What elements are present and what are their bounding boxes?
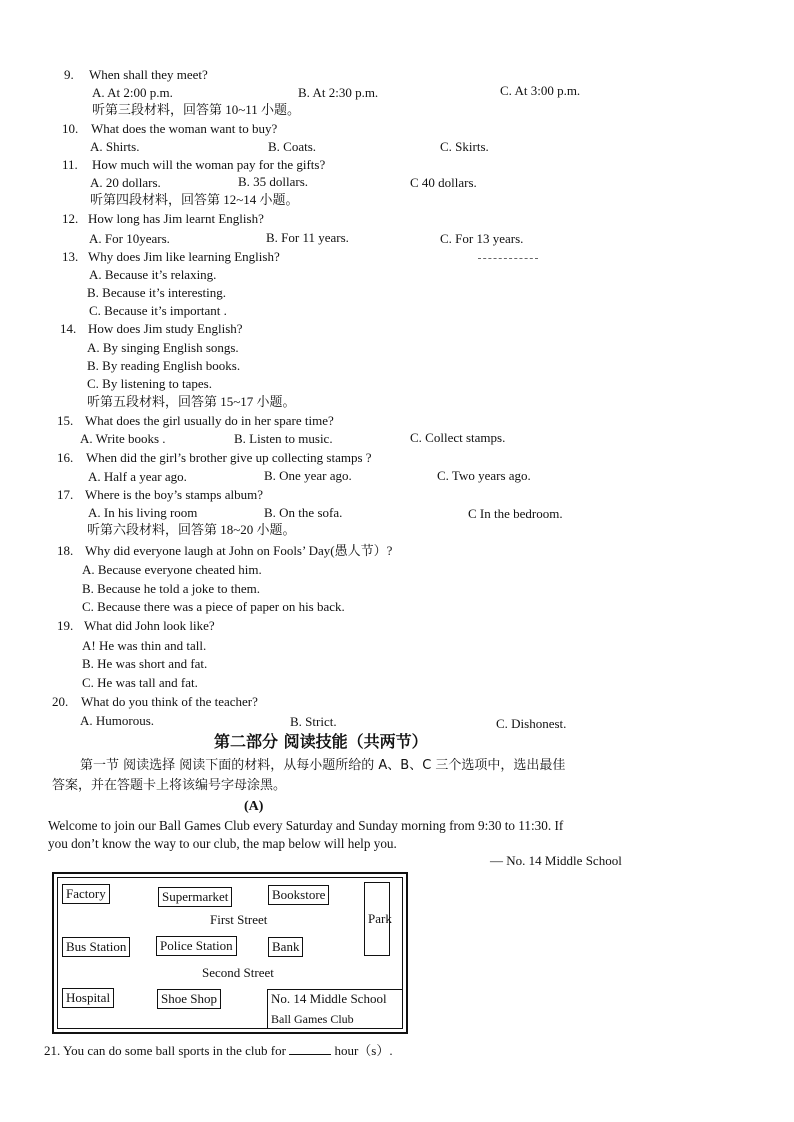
question-14-option-b: B. By reading English books.	[87, 358, 241, 373]
question-20-option-c: C. Dishonest.	[496, 716, 567, 731]
question-9-text: When shall they meet?	[89, 67, 208, 82]
question-16-number: 16.	[57, 450, 74, 465]
question-15-option-c: C. Collect stamps.	[410, 430, 506, 445]
question-20-text: What do you think of the teacher?	[81, 694, 258, 709]
map	[52, 872, 408, 1034]
question-10-number: 10.	[62, 121, 79, 136]
question-21	[44, 1042, 393, 1060]
map-bookstore: Bookstore	[268, 885, 329, 905]
question-16-option-b: B. One year ago.	[264, 468, 352, 483]
question-17-option-c: C In the bedroom.	[468, 506, 563, 521]
question-17-text: Where is the boy’s stamps album?	[85, 487, 263, 502]
question-14-option-a: A. By singing English songs.	[87, 340, 239, 355]
passage-signature: — No. 14 Middle School	[490, 853, 622, 868]
question-9-option-b: B. At 2:30 p.m.	[298, 85, 379, 100]
section-instruction-line-2: 答案，并在答题卡上将该编号字母涂黑。	[52, 778, 287, 793]
map-bank: Bank	[268, 937, 303, 957]
part-title: 第二部分 阅读技能（共两节）	[214, 732, 428, 751]
map-hospital: Hospital	[62, 988, 114, 1008]
map-second-street: Second Street	[202, 965, 274, 980]
question-21-suffix: hour（s）.	[334, 1043, 393, 1058]
question-11-text: How much will the woman pay for the gifts?	[92, 157, 326, 172]
instruction-section-3: 听第三段材料，回答第 10~11 小题。	[92, 102, 301, 117]
question-18-option-b: B. Because he told a joke to them.	[82, 581, 260, 596]
question-9-number: 9.	[64, 67, 74, 82]
question-14-text: How does Jim study English?	[88, 321, 243, 336]
question-17-number: 17.	[57, 487, 74, 502]
map-bus-station: Bus Station	[62, 937, 130, 957]
question-15-option-b: B. Listen to music.	[234, 431, 333, 446]
question-13-text: Why does Jim like learning English?	[88, 249, 280, 264]
question-15-text: What does the girl usually do in her spare time?	[85, 413, 334, 428]
question-11-option-c: C 40 dollars.	[410, 175, 477, 190]
instruction-section-6: 听第六段材料，回答第 18~20 小题。	[87, 522, 296, 537]
question-11-number: 11.	[62, 157, 78, 172]
question-14-number: 14.	[60, 321, 77, 336]
question-12-text: How long has Jim learnt English?	[88, 211, 264, 226]
map-shoe-shop: Shoe Shop	[157, 989, 221, 1009]
question-12-option-a: A. For 10years.	[89, 231, 170, 246]
map-club-name: Ball Games Club	[271, 1012, 354, 1026]
dashed-line	[478, 258, 538, 259]
question-20-option-a: A. Humorous.	[80, 713, 155, 728]
question-21-number: 21.	[44, 1043, 61, 1058]
question-12-option-c: C. For 13 years.	[440, 231, 524, 246]
question-19-number: 19.	[57, 618, 74, 633]
passage-line-1: Welcome to join our Ball Games Club every Saturday and Sunday morning from 9:30 to 11:30. If	[48, 818, 564, 833]
question-18-text: Why did everyone laugh at John on Fools’ Day(愚人节）?	[85, 543, 393, 558]
map-first-street: First Street	[210, 912, 268, 927]
section-instruction-line-1: 第一节 阅读选择 阅读下面的材料，从每小题所给的 A、B、C 三个选项中，选出最佳	[80, 758, 566, 773]
map-park-label: Park	[368, 911, 392, 926]
map-police-station: Police Station	[156, 936, 237, 956]
question-15-number: 15.	[57, 413, 74, 428]
question-19-option-a: A! He was thin and tall.	[82, 638, 207, 653]
question-16-option-a: A. Half a year ago.	[88, 469, 187, 484]
question-14-option-c: C. By listening to tapes.	[87, 376, 212, 391]
question-20-option-b: B. Strict.	[290, 714, 337, 729]
question-10-option-b: B. Coats.	[268, 139, 317, 154]
question-11-option-a: A. 20 dollars.	[90, 175, 161, 190]
answer-blank[interactable]	[289, 1042, 331, 1055]
question-20-number: 20.	[52, 694, 69, 709]
question-13-option-c: C. Because it’s important .	[89, 303, 227, 318]
question-9-option-c: C. At 3:00 p.m.	[500, 83, 581, 98]
map-factory: Factory	[62, 884, 110, 904]
question-11-option-b: B. 35 dollars.	[238, 174, 309, 189]
instruction-section-5: 听第五段材料，回答第 15~17 小题。	[87, 394, 296, 409]
question-18-option-c: C. Because there was a piece of paper on his back.	[82, 599, 345, 614]
question-12-option-b: B. For 11 years.	[266, 230, 349, 245]
question-19-option-b: B. He was short and fat.	[82, 656, 208, 671]
question-13-option-b: B. Because it’s interesting.	[87, 285, 227, 300]
passage-label: (A)	[244, 799, 264, 814]
question-19-option-c: C. He was tall and fat.	[82, 675, 198, 690]
question-18-option-a: A. Because everyone cheated him.	[82, 562, 262, 577]
map-park	[364, 882, 390, 956]
passage-line-2: you don’t know the way to our club, the map below will help you.	[48, 836, 397, 851]
question-19-text: What did John look like?	[84, 618, 215, 633]
question-21-text: You can do some ball sports in the club for	[63, 1043, 286, 1058]
question-17-option-a: A. In his living room	[88, 505, 198, 520]
question-10-option-c: C. Skirts.	[440, 139, 489, 154]
question-16-text: When did the girl’s brother give up collecting stamps ?	[86, 450, 372, 465]
question-10-text: What does the woman want to buy?	[91, 121, 278, 136]
question-10-option-a: A. Shirts.	[90, 139, 140, 154]
question-18-number: 18.	[57, 543, 74, 558]
question-17-option-b: B. On the sofa.	[264, 505, 343, 520]
question-15-option-a: A. Write books .	[80, 431, 166, 446]
question-16-option-c: C. Two years ago.	[437, 468, 531, 483]
map-supermarket: Supermarket	[158, 887, 232, 907]
question-13-number: 13.	[62, 249, 79, 264]
question-13-option-a: A. Because it’s relaxing.	[89, 267, 217, 282]
map-school	[267, 989, 403, 1029]
instruction-section-4: 听第四段材料，回答第 12~14 小题。	[90, 192, 299, 207]
map-school-name: No. 14 Middle School	[271, 991, 387, 1006]
question-12-number: 12.	[62, 211, 79, 226]
question-9-option-a: A. At 2:00 p.m.	[92, 85, 173, 100]
